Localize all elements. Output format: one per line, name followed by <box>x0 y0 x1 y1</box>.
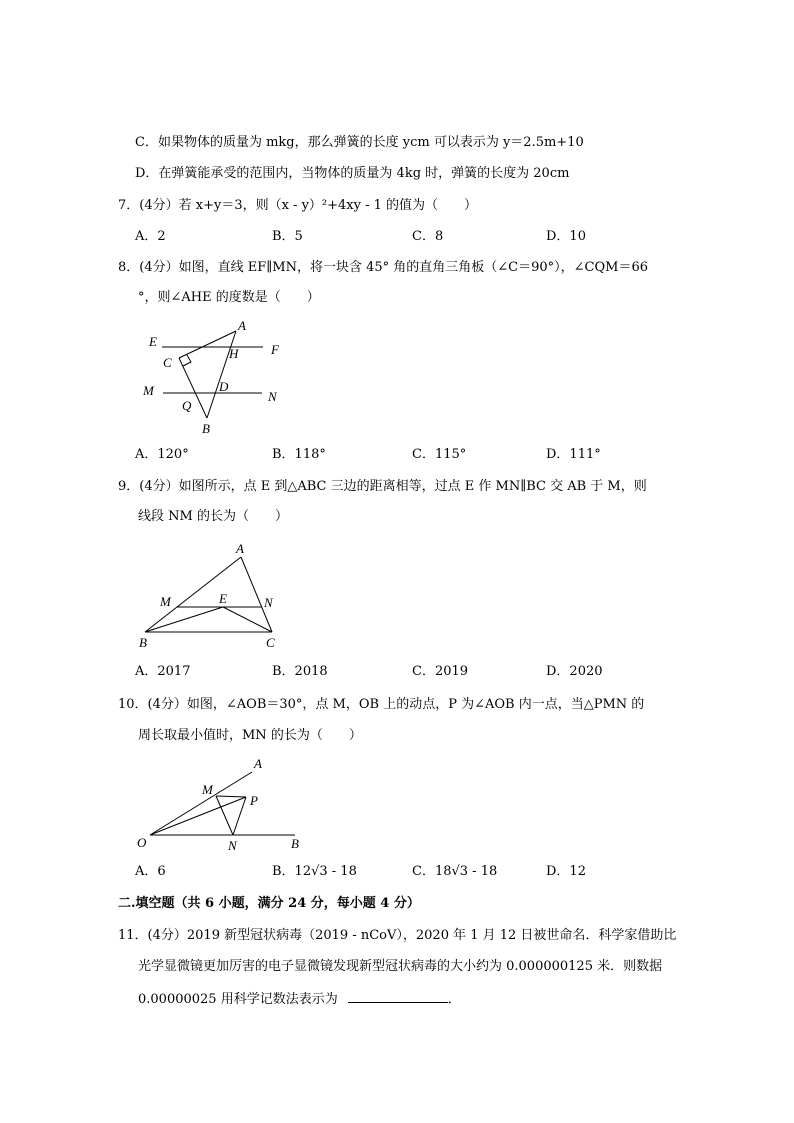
label-n: N <box>228 838 237 853</box>
segment-pn <box>233 797 246 835</box>
q8-option-b: B．118° <box>272 447 326 462</box>
q9-option-b: B．2018 <box>272 664 328 679</box>
label-a: A <box>236 541 244 556</box>
label-f: F <box>271 342 279 357</box>
label-c: C <box>266 635 275 650</box>
segment-mn <box>216 796 233 835</box>
label-n: N <box>264 595 273 610</box>
q6-option-d: D．在弹簧能承受的范围内，当物体的质量为 4kg 时，弹簧的长度为 20cm <box>135 166 570 181</box>
q7-option-a: A．2 <box>135 229 166 244</box>
q7-option-b: B．5 <box>272 229 303 244</box>
q9-option-a: A．2017 <box>135 664 191 679</box>
label-e: E <box>149 334 157 349</box>
label-a: A <box>254 756 262 771</box>
label-b: B <box>291 836 299 851</box>
q11-line1: 11．(4分）2019 新型冠状病毒（2019 - nCoV），2020 年 1 月 12 日被世命名．科学家借助比 <box>118 928 677 943</box>
q8-stem-line1: 8．(4分）如图，直线 EF∥MN，将一块含 45° 角的直角三角板（∠C＝90°），∠CQM＝66 <box>118 260 648 275</box>
label-e: E <box>219 591 227 606</box>
q7-stem: 7．(4分）若 x+y＝3，则（x - y）²+4xy - 1 的值为（ ） <box>118 198 478 213</box>
q8-option-d: D．111° <box>546 447 601 462</box>
label-m: M <box>202 782 213 797</box>
q10-option-d: D．12 <box>546 864 586 879</box>
q11-line3-end: ． <box>447 992 461 1007</box>
label-q: Q <box>182 398 192 413</box>
q6-option-c: C．如果物体的质量为 mkg，那么弹簧的长度 ycm 可以表示为 y＝2.5m+10 <box>135 135 584 150</box>
q10-option-b: B．12√3 - 18 <box>272 864 357 879</box>
q7-option-d: D．10 <box>546 229 586 244</box>
q9-stem-line1: 9．(4分）如图所示，点 E 到△ABC 三边的距离相等，过点 E 作 MN∥BC 交 AB 于 M，则 <box>118 479 647 494</box>
label-m: M <box>143 383 154 398</box>
label-h: H <box>229 346 239 361</box>
q11-line3 <box>138 990 461 1008</box>
label-n: N <box>268 389 277 404</box>
q8-stem-line2: °，则∠AHE 的度数是（ ） <box>138 290 320 305</box>
segment-op <box>150 797 246 835</box>
q10-stem-line2: 周长取最小值时，MN 的长为（ ） <box>138 728 362 743</box>
label-a: A <box>238 318 246 333</box>
q8-option-c: C．115° <box>412 447 467 462</box>
q11-line2: 光学显微镜更加厉害的电子显微镜发现新型冠状病毒的大小约为 0.000000125 米．则数据 <box>138 959 663 974</box>
q10-option-a: A．6 <box>135 864 166 879</box>
q9-stem-line2: 线段 NM 的长为（ ） <box>138 509 288 524</box>
label-p: P <box>250 793 258 808</box>
answer-blank[interactable] <box>348 990 448 1003</box>
q9-option-d: D．2020 <box>546 664 603 679</box>
segment-mp <box>216 796 246 797</box>
label-b: B <box>202 421 210 436</box>
label-d: D <box>219 379 229 394</box>
q11-line3-text: 0.00000025 用科学记数法表示为 <box>138 992 338 1007</box>
label-b: B <box>139 635 147 650</box>
label-c: C <box>163 355 172 370</box>
q7-option-c: C．8 <box>412 229 444 244</box>
label-m: M <box>160 594 171 609</box>
q9-option-c: C．2019 <box>412 664 469 679</box>
label-o: O <box>137 835 147 850</box>
q8-option-a: A．120° <box>135 447 189 462</box>
q10-stem-line1: 10．(4分）如图，∠AOB＝30°，点 M，OB 上的动点，P 为∠AOB 内一点，当△PMN 的 <box>118 697 645 712</box>
q10-option-c: C．18√3 - 18 <box>412 864 498 879</box>
section-fill-in-title: 二.填空题（共 6 小题，满分 24 分，每小题 4 分） <box>118 896 420 911</box>
